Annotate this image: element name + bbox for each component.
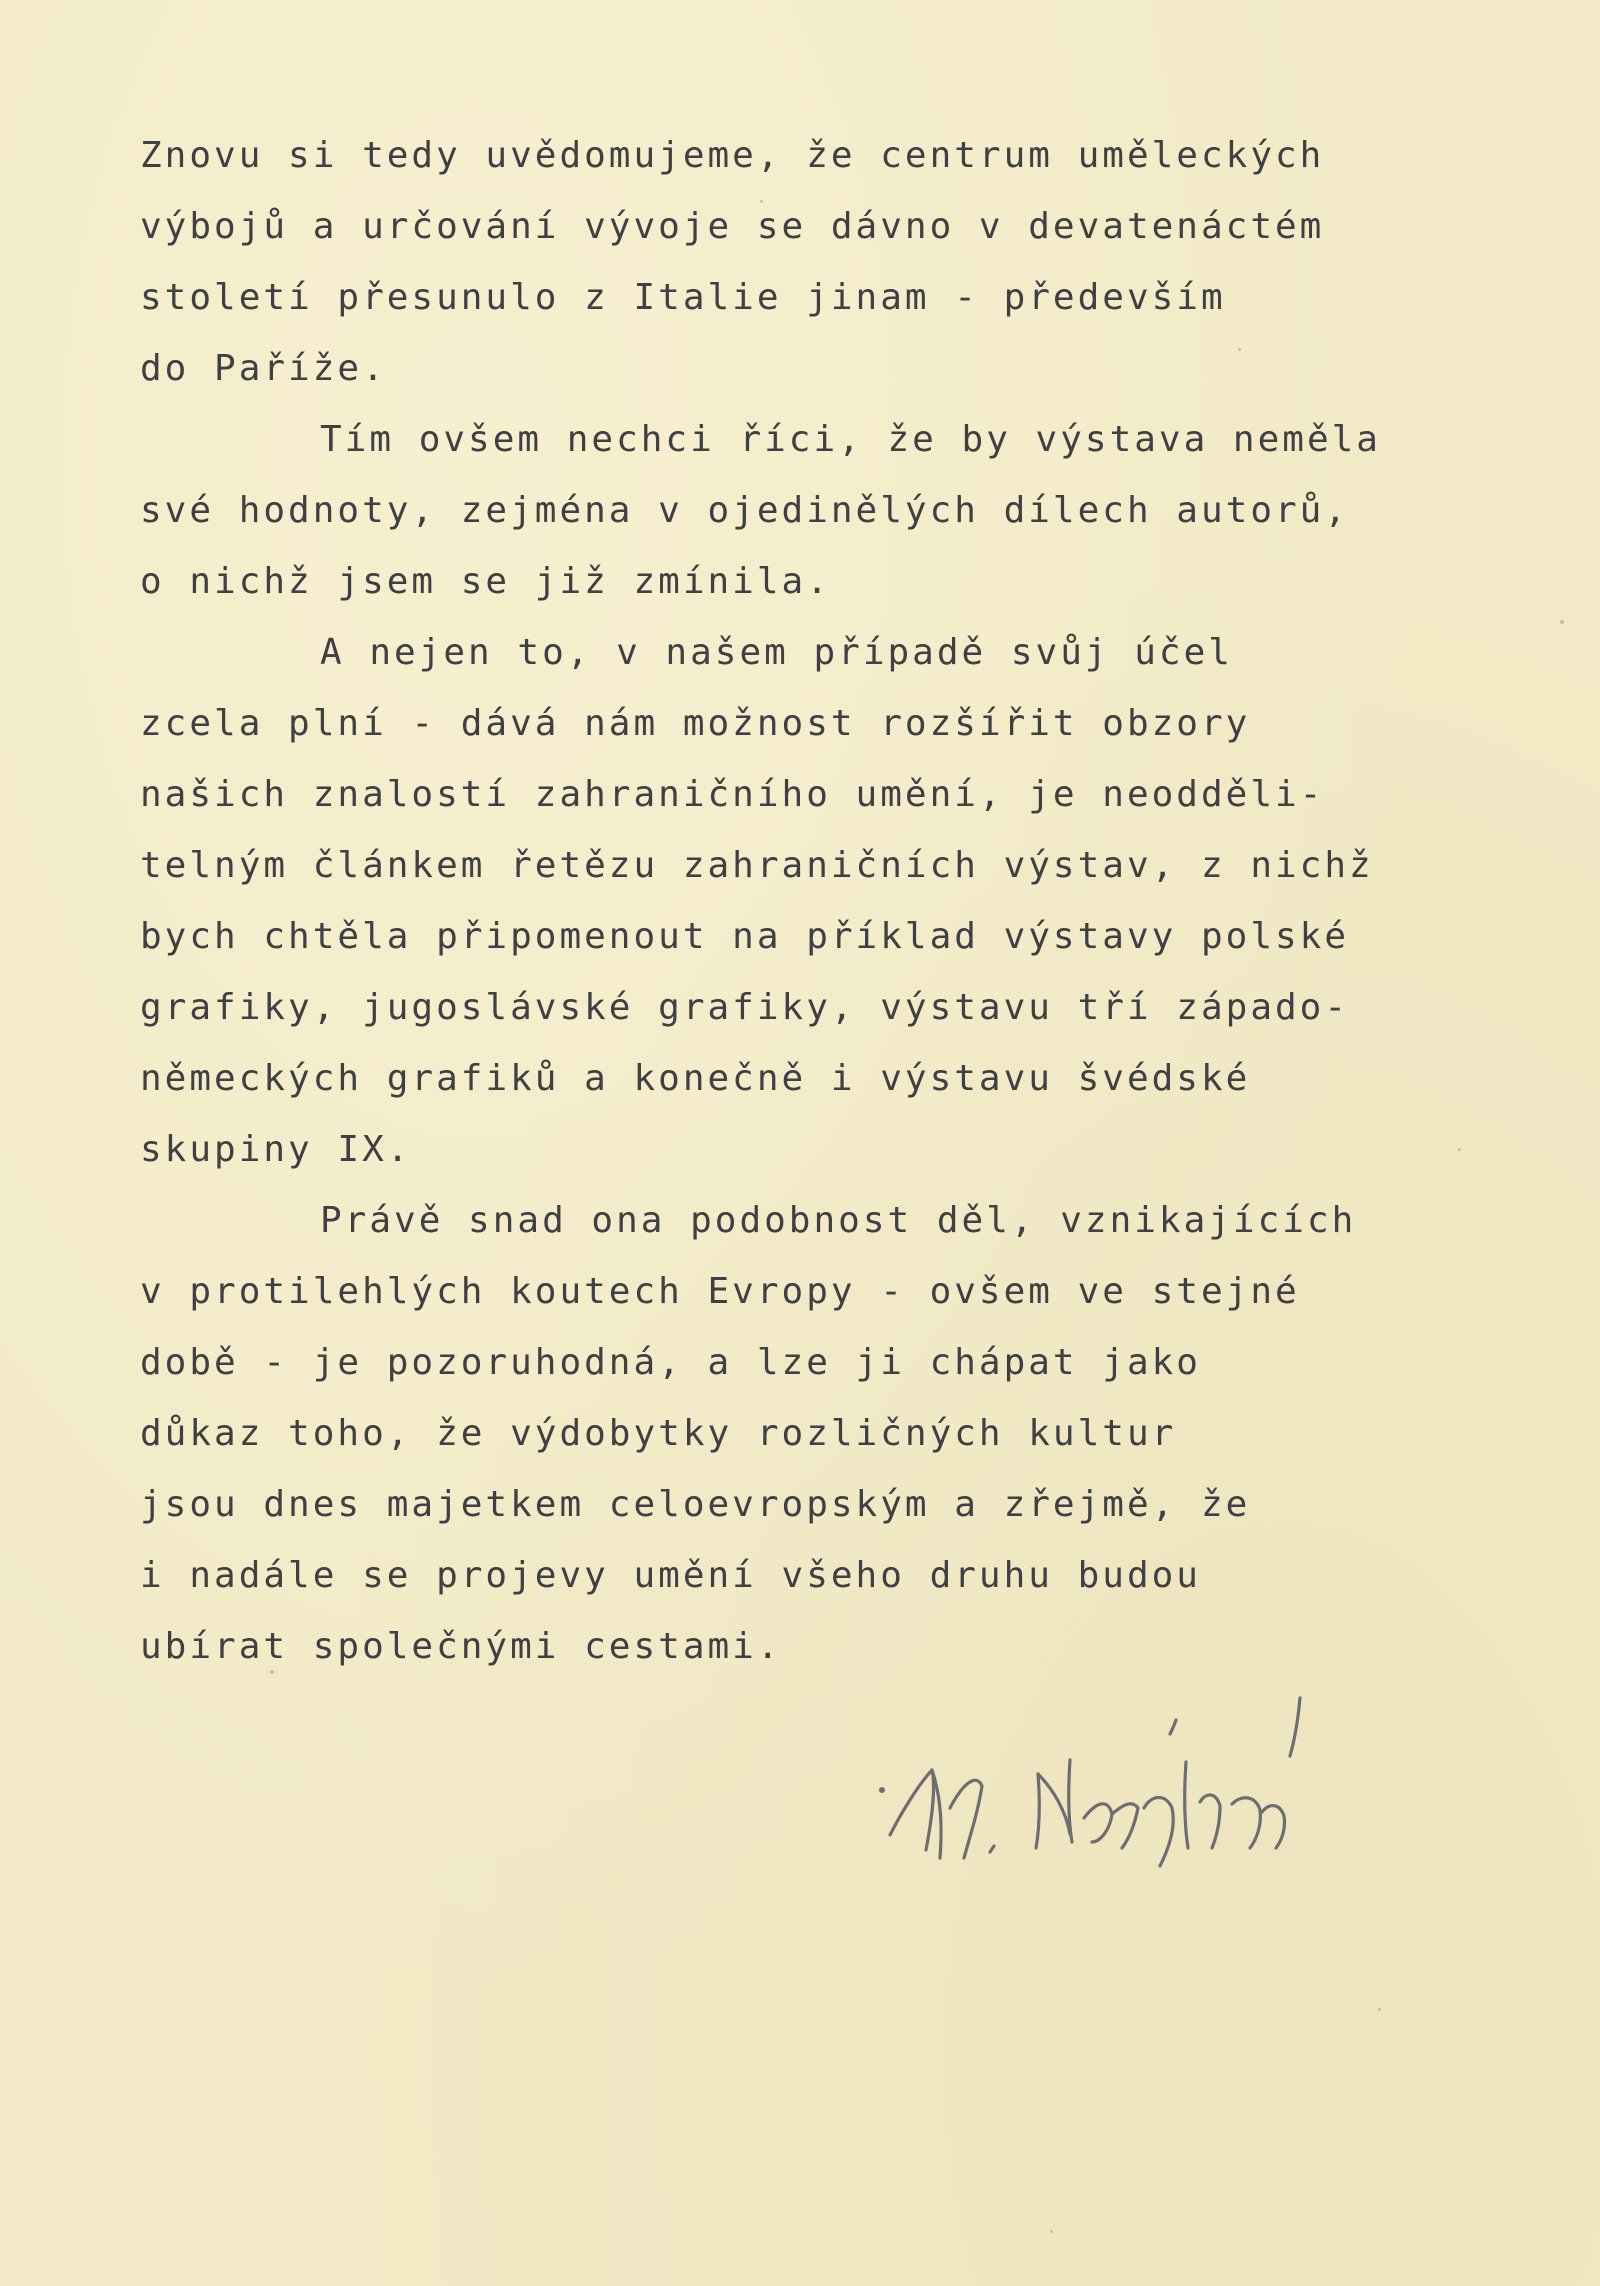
text-line: v protilehlých koutech Evropy - ovšem ve stejné bbox=[140, 1271, 1300, 1312]
paper-speck bbox=[1560, 620, 1564, 624]
text-line: důkaz toho, že výdobytky rozličných kultur bbox=[140, 1413, 1177, 1454]
paper-speck bbox=[1458, 1148, 1461, 1151]
text-line: době - je pozoruhodná, a lze ji chápat jako bbox=[140, 1342, 1201, 1383]
paper-speck bbox=[1050, 2230, 1053, 2233]
paragraph-start-line: Právě snad ona podobnost děl, vznikajících bbox=[320, 1200, 1357, 1241]
text-line: o nichž jsem se již zmínila. bbox=[140, 561, 831, 602]
text-line: do Paříže. bbox=[140, 348, 387, 389]
paper-speck bbox=[1238, 348, 1241, 351]
typed-letter-body bbox=[140, 120, 1590, 1682]
text-line: své hodnoty, zejména v ojedinělých dílech autorů, bbox=[140, 490, 1350, 531]
paper-speck bbox=[760, 200, 763, 203]
handwritten-signature bbox=[870, 1690, 1460, 1880]
paragraph-start-line: A nejen to, v našem případě svůj účel bbox=[320, 632, 1233, 673]
text-line: století přesunulo z Italie jinam - především bbox=[140, 277, 1226, 318]
text-line: německých grafiků a konečně i výstavu švédské bbox=[140, 1058, 1251, 1099]
paper-speck bbox=[1378, 2008, 1381, 2011]
text-line: i nadále se projevy umění všeho druhu budou bbox=[140, 1555, 1201, 1596]
text-line: bych chtěla připomenout na příklad výstavy polské bbox=[140, 916, 1350, 957]
paragraph-start-line: Tím ovšem nechci říci, že by výstava neměla bbox=[320, 419, 1381, 460]
text-line: Znovu si tedy uvědomujeme, že centrum uměleckých bbox=[140, 135, 1325, 176]
text-line: zcela plní - dává nám možnost rozšířit obzory bbox=[140, 703, 1251, 744]
text-line: telným článkem řetězu zahraničních výstav, z nichž bbox=[140, 845, 1374, 886]
text-line: našich znalostí zahraničního umění, je neodděli- bbox=[140, 774, 1325, 815]
text-line: výbojů a určování vývoje se dávno v devatenáctém bbox=[140, 206, 1325, 247]
text-line: skupiny IX. bbox=[140, 1129, 412, 1170]
text-line: grafiky, jugoslávské grafiky, výstavu tří západo- bbox=[140, 987, 1350, 1028]
text-line: jsou dnes majetkem celoevropským a zřejmě, že bbox=[140, 1484, 1251, 1525]
paper-speck bbox=[270, 1670, 274, 1674]
text-line: ubírat společnými cestami. bbox=[140, 1626, 782, 1667]
